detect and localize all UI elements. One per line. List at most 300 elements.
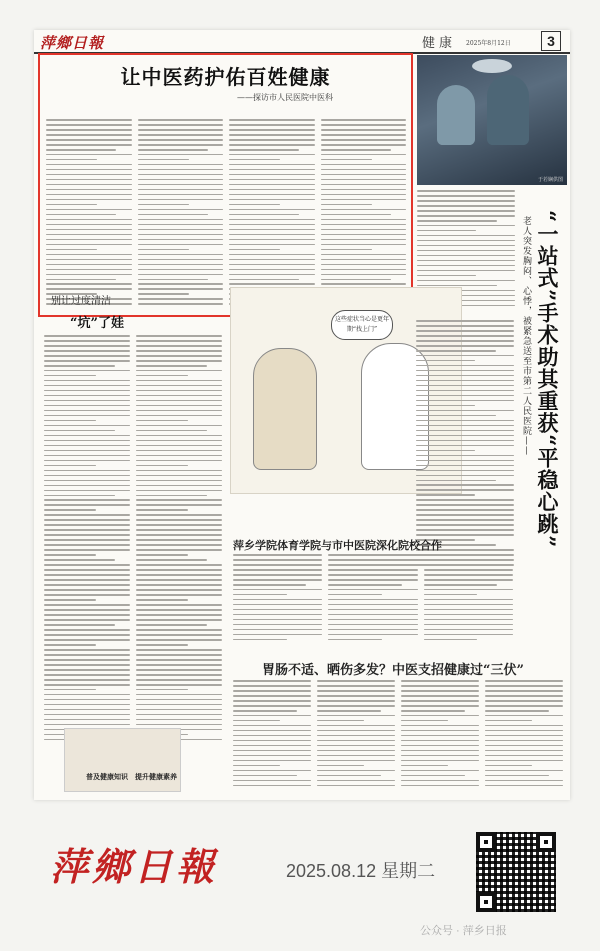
- text-line: [44, 554, 96, 556]
- watermark: 公众号 · 萍乡日报: [420, 925, 507, 937]
- text-line: [44, 594, 130, 596]
- text-lines: [317, 680, 395, 786]
- text-line: [328, 629, 417, 631]
- text-line: [328, 619, 417, 621]
- text-line: [138, 154, 224, 156]
- text-line: [233, 639, 287, 641]
- text-lines: [416, 320, 514, 566]
- text-line: [44, 460, 130, 462]
- text-line: [44, 629, 130, 631]
- text-line: [44, 509, 96, 511]
- text-line: [229, 264, 315, 266]
- text-line: [44, 400, 130, 402]
- text-line: [136, 639, 222, 641]
- text-line: [229, 119, 315, 121]
- text-line: [138, 303, 224, 305]
- text-line: [138, 254, 224, 256]
- text-line: [417, 200, 515, 202]
- text-line: [44, 719, 130, 721]
- text-line: [136, 504, 222, 506]
- text-lines: [424, 554, 513, 640]
- text-line: [229, 199, 315, 201]
- text-line: [136, 694, 222, 696]
- text-line: [44, 385, 130, 387]
- text-line: [44, 589, 130, 591]
- text-line: [136, 465, 188, 467]
- text-line: [229, 269, 315, 271]
- text-line: [46, 254, 132, 256]
- text-line: [44, 504, 130, 506]
- text-line: [328, 559, 417, 561]
- text-line: [136, 564, 222, 566]
- text-line: [401, 770, 479, 772]
- text-line: [317, 780, 395, 782]
- text-line: [138, 239, 224, 241]
- text-line: [401, 720, 448, 722]
- text-line: [485, 775, 549, 777]
- qr-code[interactable]: [476, 832, 556, 912]
- text-line: [46, 199, 132, 201]
- text-line: [233, 735, 311, 737]
- text-line: [401, 740, 479, 742]
- text-line: [401, 710, 465, 712]
- text-line: [233, 624, 322, 626]
- text-line: [229, 179, 315, 181]
- text-line: [44, 614, 130, 616]
- lead-subtitle: ——探访市人民医院中医科: [237, 93, 333, 102]
- text-line: [401, 700, 479, 702]
- text-line: [416, 355, 514, 357]
- text-line: [44, 544, 130, 546]
- text-line: [233, 750, 311, 752]
- text-column: [46, 117, 132, 313]
- text-line: [416, 325, 514, 327]
- text-line: [44, 559, 115, 561]
- text-line: [44, 584, 130, 586]
- text-line: [485, 680, 563, 682]
- text-line: [321, 259, 407, 261]
- text-line: [44, 375, 96, 377]
- text-line: [401, 680, 479, 682]
- text-line: [416, 350, 496, 352]
- health-ad-image: [64, 728, 181, 792]
- text-line: [233, 725, 311, 727]
- text-line: [44, 370, 130, 372]
- text-line: [136, 589, 222, 591]
- text-line: [136, 609, 222, 611]
- text-line: [416, 330, 514, 332]
- text-lines: [44, 335, 130, 740]
- text-line: [44, 604, 130, 606]
- text-line: [485, 725, 563, 727]
- text-line: [46, 269, 132, 271]
- text-line: [417, 270, 515, 272]
- text-line: [46, 209, 132, 211]
- text-line: [136, 569, 222, 571]
- text-line: [321, 189, 407, 191]
- text-line: [136, 689, 188, 691]
- text-line: [424, 619, 513, 621]
- text-line: [136, 490, 222, 492]
- text-line: [321, 209, 407, 211]
- text-line: [44, 365, 115, 367]
- text-line: [46, 124, 132, 126]
- text-line: [328, 579, 417, 581]
- text-line: [44, 569, 130, 571]
- text-line: [44, 659, 130, 661]
- text-line: [44, 360, 130, 362]
- text-line: [136, 624, 207, 626]
- text-line: [136, 709, 222, 711]
- text-line: [424, 594, 478, 596]
- text-line: [416, 489, 514, 491]
- text-line: [317, 730, 395, 732]
- header-date: 2025年8月12日: [466, 40, 511, 47]
- text-line: [401, 785, 479, 787]
- text-line: [417, 190, 515, 192]
- text-line: [321, 254, 407, 256]
- text-line: [46, 239, 132, 241]
- text-line: [229, 279, 299, 281]
- text-line: [317, 760, 395, 762]
- text-line: [416, 470, 514, 472]
- photo-caption: 于若娴供图: [537, 177, 563, 183]
- text-line: [416, 534, 514, 536]
- text-line: [317, 770, 395, 772]
- text-line: [416, 484, 514, 486]
- text-line: [321, 124, 407, 126]
- text-line: [321, 239, 407, 241]
- cartoon-figure-woman: [253, 348, 317, 470]
- text-line: [401, 730, 479, 732]
- text-line: [321, 154, 407, 156]
- text-line: [138, 288, 224, 290]
- text-line: [46, 288, 132, 290]
- text-line: [417, 245, 515, 247]
- text-line: [136, 380, 222, 382]
- text-line: [233, 710, 297, 712]
- text-line: [229, 184, 315, 186]
- text-line: [138, 199, 224, 201]
- text-line: [44, 679, 130, 681]
- text-line: [136, 335, 222, 337]
- text-line: [229, 254, 315, 256]
- text-line: [46, 119, 132, 121]
- text-line: [317, 715, 395, 717]
- text-line: [416, 435, 514, 437]
- text-line: [328, 599, 417, 601]
- text-column: [138, 117, 224, 313]
- health-ad-caption: 普及健康知识 提升健康素养: [86, 772, 177, 781]
- text-line: [136, 385, 222, 387]
- text-line: [136, 450, 222, 452]
- qr-finder: [476, 892, 496, 912]
- qr-finder: [476, 832, 496, 852]
- text-line: [485, 760, 563, 762]
- text-line: [229, 144, 315, 146]
- text-line: [233, 740, 311, 742]
- text-line: [416, 460, 514, 462]
- text-line: [485, 735, 563, 737]
- text-line: [416, 385, 514, 387]
- text-line: [416, 365, 514, 367]
- text-line: [485, 700, 563, 702]
- text-line: [229, 244, 315, 246]
- text-line: [401, 735, 479, 737]
- text-line: [416, 400, 514, 402]
- text-line: [44, 355, 130, 357]
- text-lines: [485, 680, 563, 786]
- text-line: [138, 209, 224, 211]
- text-line: [136, 594, 222, 596]
- text-line: [424, 599, 513, 601]
- text-line: [321, 159, 372, 161]
- text-line: [136, 619, 222, 621]
- text-line: [485, 715, 563, 717]
- text-line: [44, 599, 96, 601]
- text-line: [233, 564, 322, 566]
- text-line: [424, 634, 513, 636]
- text-line: [44, 644, 96, 646]
- text-line: [44, 664, 130, 666]
- text-line: [44, 609, 130, 611]
- text-line: [136, 649, 222, 651]
- text-line: [138, 283, 224, 285]
- right-headline-title: “一站式”手术助其重获“平稳心跳”: [535, 210, 560, 549]
- text-line: [138, 159, 189, 161]
- text-line: [416, 420, 514, 422]
- text-line: [416, 445, 514, 447]
- text-line: [136, 470, 222, 472]
- text-line: [416, 519, 514, 521]
- text-line: [46, 279, 116, 281]
- text-line: [229, 189, 315, 191]
- text-line: [44, 579, 130, 581]
- text-line: [416, 529, 514, 531]
- text-line: [233, 579, 322, 581]
- text-line: [321, 149, 391, 151]
- text-line: [44, 485, 130, 487]
- text-line: [44, 539, 130, 541]
- text-line: [424, 554, 513, 556]
- text-line: [233, 574, 322, 576]
- text-line: [46, 274, 132, 276]
- qr-finder: [536, 832, 556, 852]
- text-line: [44, 495, 115, 497]
- text-line: [136, 584, 222, 586]
- text-line: [485, 740, 563, 742]
- text-line: [46, 229, 132, 231]
- text-line: [136, 724, 222, 726]
- text-line: [229, 129, 315, 131]
- text-line: [138, 164, 224, 166]
- text-line: [233, 604, 322, 606]
- text-line: [229, 149, 299, 151]
- text-line: [233, 690, 311, 692]
- text-line: [328, 634, 417, 636]
- text-line: [136, 425, 222, 427]
- text-line: [416, 524, 514, 526]
- text-line: [44, 519, 130, 521]
- text-line: [229, 259, 315, 261]
- text-line: [44, 475, 130, 477]
- text-line: [136, 345, 222, 347]
- text-line: [233, 785, 311, 787]
- text-line: [44, 534, 130, 536]
- text-line: [136, 360, 222, 362]
- text-line: [424, 614, 513, 616]
- text-line: [233, 619, 322, 621]
- text-line: [485, 745, 563, 747]
- text-line: [138, 134, 224, 136]
- text-line: [417, 240, 515, 242]
- text-line: [44, 490, 130, 492]
- text-line: [424, 569, 513, 571]
- text-line: [44, 420, 96, 422]
- photo-figure: [437, 85, 475, 145]
- text-line: [485, 730, 563, 732]
- text-column: [321, 117, 407, 313]
- newspaper-page: [34, 30, 570, 800]
- text-line: [138, 274, 224, 276]
- text-line: [44, 524, 130, 526]
- text-line: [416, 499, 514, 501]
- text-line: [46, 259, 132, 261]
- text-line: [136, 495, 207, 497]
- text-line: [136, 519, 222, 521]
- text-line: [416, 375, 514, 377]
- text-line: [424, 589, 513, 591]
- text-line: [229, 224, 315, 226]
- lead-article[interactable]: [38, 53, 413, 317]
- text-line: [44, 480, 130, 482]
- text-line: [321, 279, 391, 281]
- text-line: [46, 179, 132, 181]
- text-line: [138, 269, 224, 271]
- text-line: [416, 335, 514, 337]
- text-line: [321, 164, 407, 166]
- text-line: [317, 775, 381, 777]
- text-line: [46, 214, 116, 216]
- text-line: [233, 559, 322, 561]
- text-line: [44, 455, 130, 457]
- text-line: [485, 780, 563, 782]
- text-line: [233, 569, 322, 571]
- text-line: [136, 350, 222, 352]
- text-line: [46, 149, 116, 151]
- text-line: [321, 269, 407, 271]
- text-line: [424, 584, 497, 586]
- left-column-emphasis: “坑”了娃: [70, 316, 124, 331]
- text-line: [44, 445, 130, 447]
- text-line: [136, 574, 222, 576]
- text-line: [485, 690, 563, 692]
- text-line: [138, 249, 189, 251]
- text-line: [233, 599, 322, 601]
- text-line: [44, 674, 130, 676]
- text-line: [317, 705, 395, 707]
- text-line: [136, 539, 222, 541]
- text-line: [485, 785, 563, 787]
- text-line: [46, 224, 132, 226]
- section-label: 健康: [422, 36, 457, 51]
- text-line: [44, 415, 130, 417]
- text-line: [321, 134, 407, 136]
- text-line: [401, 725, 479, 727]
- text-line: [321, 129, 407, 131]
- text-line: [233, 695, 311, 697]
- text-line: [233, 609, 322, 611]
- lead-title: 让中医药护佑百姓健康: [120, 65, 331, 89]
- text-line: [416, 345, 514, 347]
- text-column: [229, 117, 315, 313]
- text-line: [46, 204, 97, 206]
- text-line: [321, 169, 407, 171]
- text-line: [136, 654, 222, 656]
- text-line: [417, 235, 515, 237]
- text-line: [233, 629, 322, 631]
- text-line: [138, 279, 208, 281]
- text-line: [416, 390, 514, 392]
- text-line: [136, 340, 222, 342]
- text-line: [328, 584, 401, 586]
- text-line: [233, 680, 311, 682]
- text-line: [321, 219, 407, 221]
- text-line: [136, 390, 222, 392]
- text-line: [136, 370, 222, 372]
- text-line: [138, 234, 224, 236]
- text-line: [416, 415, 496, 417]
- text-line: [233, 755, 311, 757]
- text-line: [416, 480, 496, 482]
- text-line: [136, 365, 207, 367]
- text-line: [416, 320, 514, 322]
- text-line: [233, 614, 322, 616]
- surgery-photo: [417, 55, 567, 185]
- text-line: [46, 189, 132, 191]
- text-line: [321, 179, 407, 181]
- text-line: [44, 564, 130, 566]
- text-line: [136, 415, 222, 417]
- text-line: [46, 129, 132, 131]
- text-line: [136, 664, 222, 666]
- text-line: [317, 735, 395, 737]
- photo-figure: [487, 75, 529, 145]
- text-line: [233, 765, 280, 767]
- text-line: [416, 455, 514, 457]
- text-line: [136, 644, 188, 646]
- text-line: [229, 139, 315, 141]
- text-line: [424, 629, 513, 631]
- left-column-title: 别让过度清洁: [51, 296, 111, 307]
- text-line: [136, 410, 222, 412]
- text-line: [44, 649, 130, 651]
- text-line: [229, 134, 315, 136]
- text-line: [138, 189, 224, 191]
- text-line: [44, 390, 130, 392]
- text-line: [44, 669, 130, 671]
- text-line: [321, 214, 391, 216]
- text-line: [136, 400, 222, 402]
- text-line: [138, 179, 224, 181]
- text-line: [233, 715, 311, 717]
- text-line: [44, 654, 130, 656]
- text-line: [138, 124, 224, 126]
- text-line: [136, 514, 222, 516]
- text-line: [424, 639, 478, 641]
- text-line: [233, 760, 311, 762]
- text-line: [317, 695, 395, 697]
